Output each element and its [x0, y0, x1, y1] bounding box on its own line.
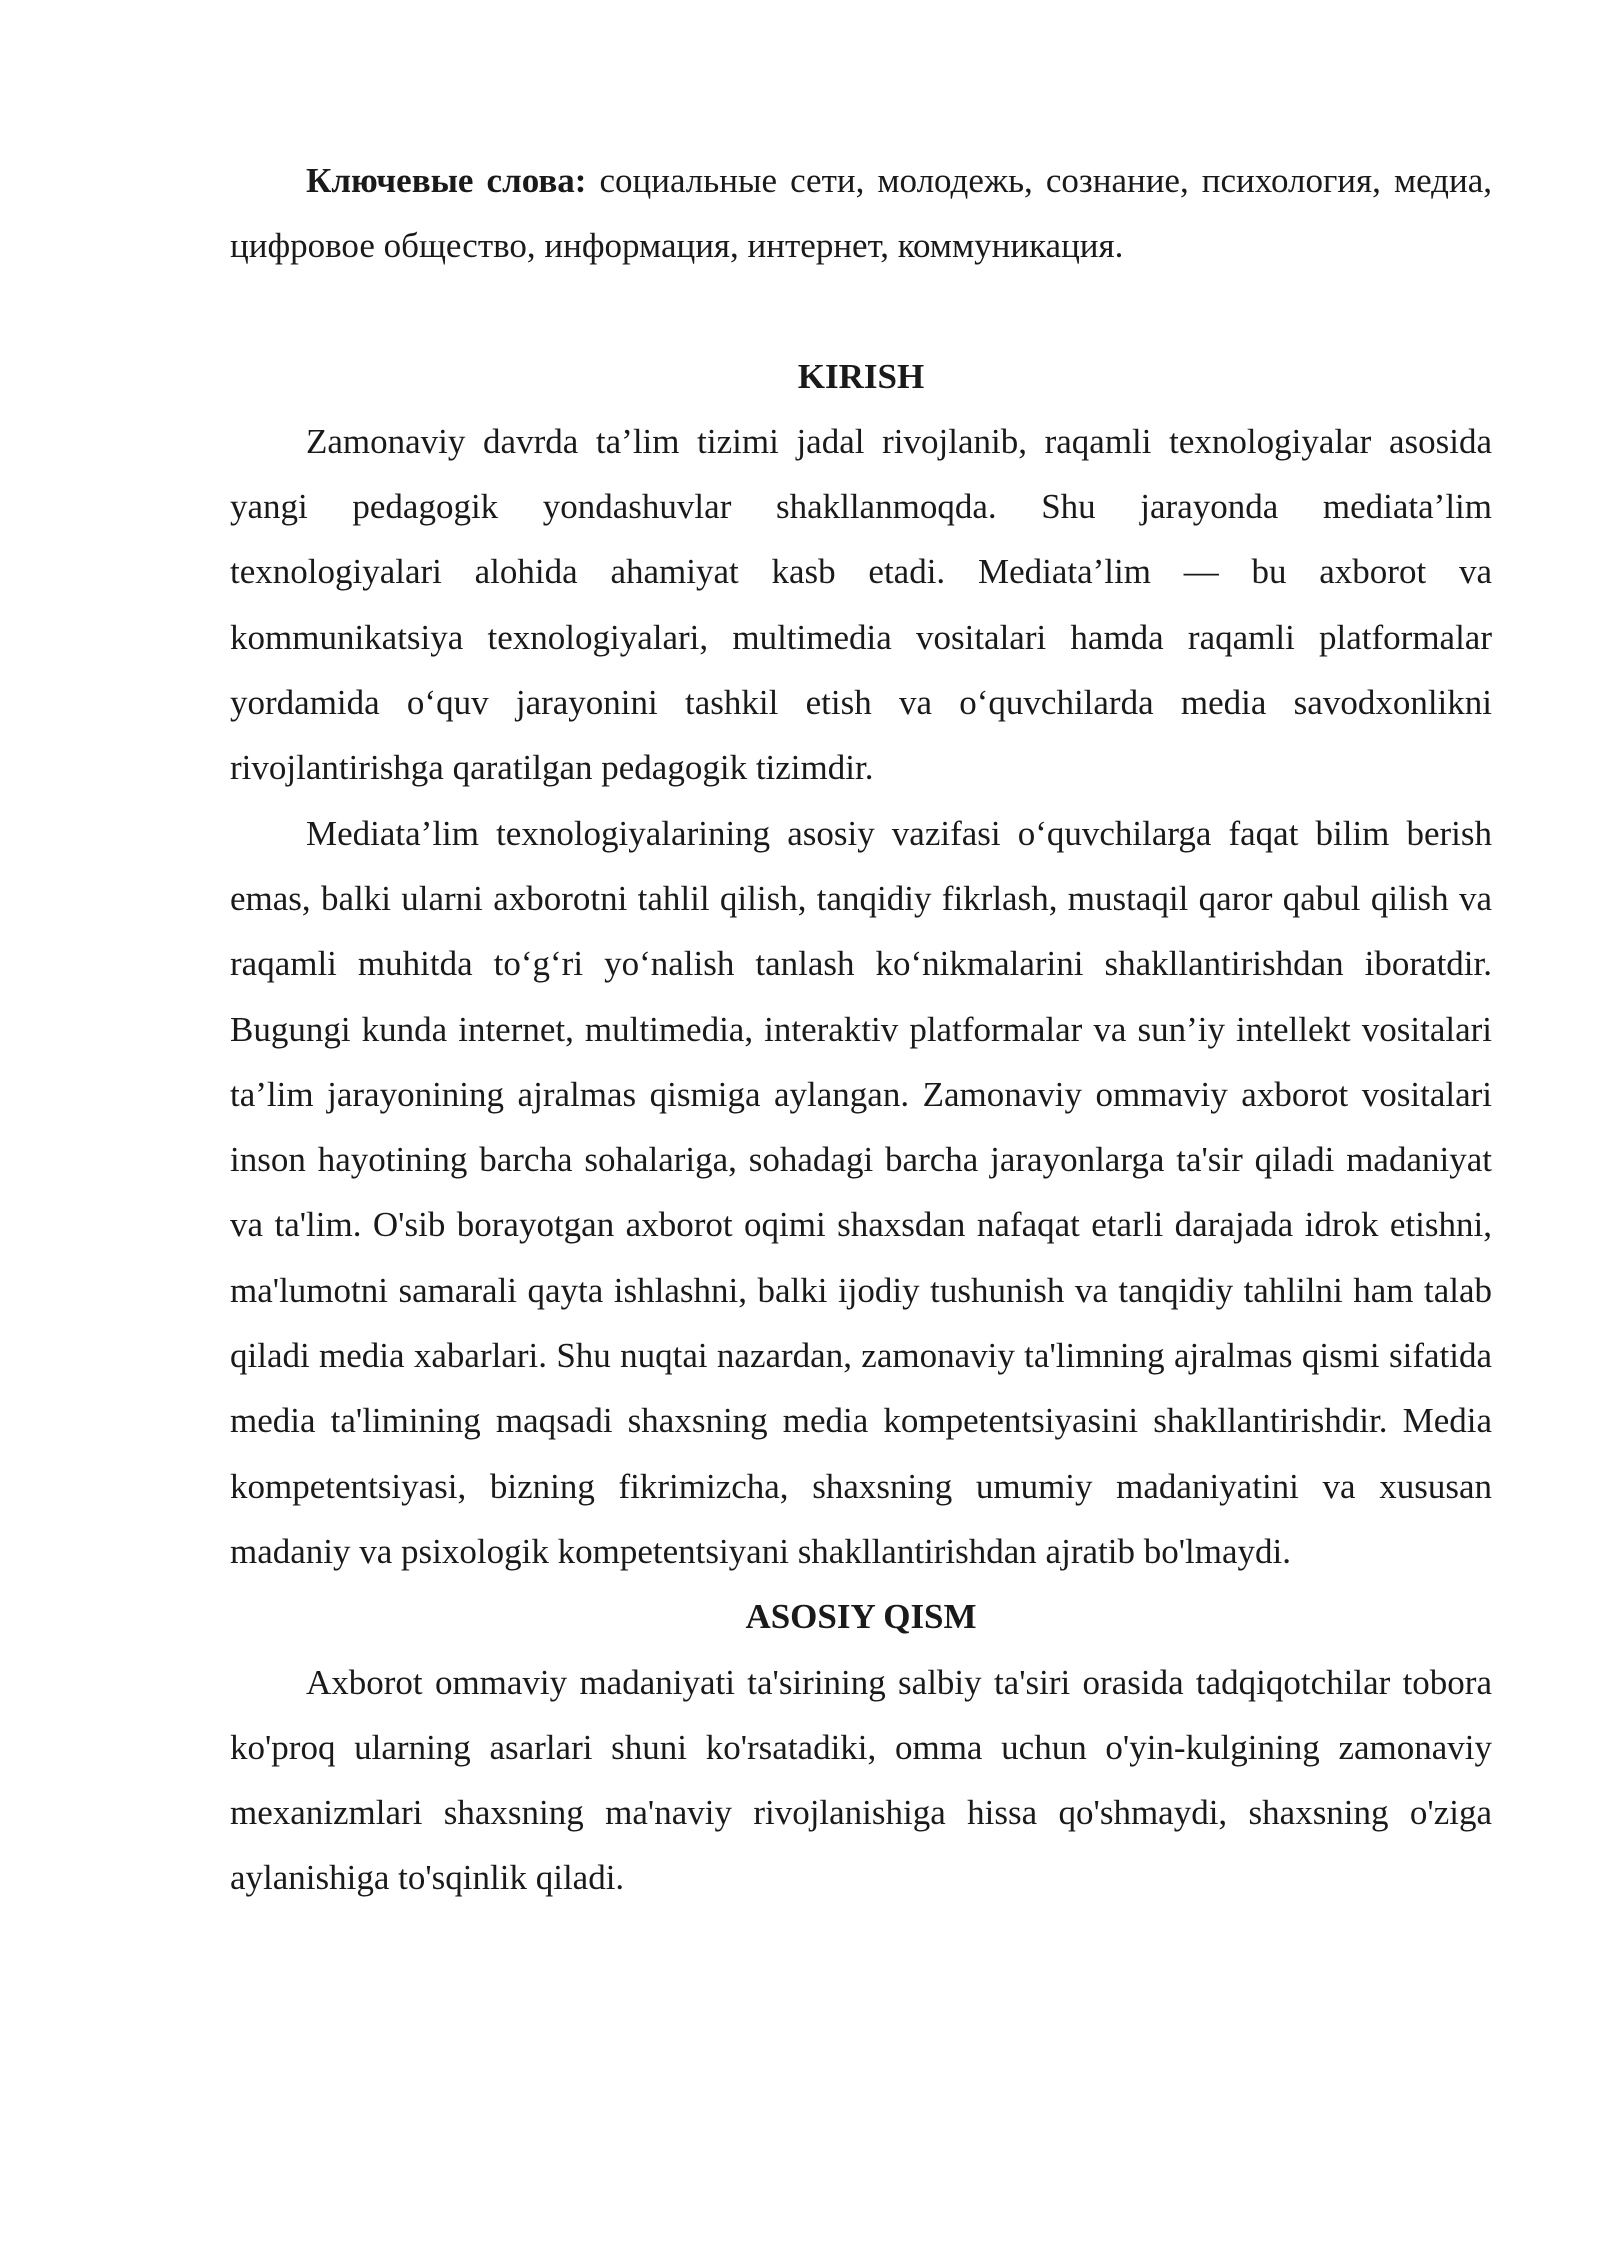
asosiy-paragraph-1: Axborot ommaviy madaniyati ta'sirining salbiy ta'siri orasida tadqiqotchilar tobora ko'proq ularning asarlari shuni ko'rsatadiki, omma uchun o'yin-kulgining zamonaviy mexanizmlari shaxsning ma'naviy rivojlanishiga hissa qo'shmaydi, shaxsning o'ziga aylanishiga to'sqinlik qiladi. [230, 1662, 1492, 1898]
kirish-paragraph-2: Mediata’lim texnologiyalarining asosiy vazifasi o‘quvchilarga faqat bilim berish emas, balki ularni axborotni tahlil qilish, tanqidiy fikrlash, mustaqil qaror qabul qilish va raqamli muhitda to‘g‘ri yo‘nalish tanlash ko‘nikmalarini shakllantirishdan iboratdir. Bugungi kunda internet, multimedia, interaktiv platformalar va sun’iy intellekt vositalari ta’lim jarayonining ajralmas qismiga aylangan. Zamonaviy ommaviy axborot vositalari inson hayotining barcha sohalariga, sohadagi barcha jarayonlarga ta'sir qiladi madaniyat va ta'lim. O'sib borayotgan axborot oqimi shaxsdan nafaqat etarli darajada idrok etishni, ma'lumotni samarali qayta ishlashni, balki ijodiy tushunish va tanqidiy tahlilni ham talab qiladi media xabarlari. Shu nuqtai nazardan, zamonaviy ta'limning ajralmas qismi sifatida media ta'limining maqsadi shaxsning media kompetentsiyasini shakllantirishdir. Media kompetentsiyasi, bizning fikrimizcha, shaxsning umumiy madaniyatini va xususan madaniy va psixologik kompetentsiyani shakllantirishdan ajratib bo'lmaydi. [230, 813, 1492, 1571]
keywords-label: Ключевые слова: [306, 161, 587, 200]
kirish-paragraph-1: Zamonaviy davrda ta’lim tizimi jadal rivojlanib, raqamli texnologiyalar asosida yangi pedagogik yondashuvlar shakllanmoqda. Shu jarayonda mediata’lim texnologiyalari alohida ahamiyat kasb etadi. Mediata’lim — bu axborot va kommunikatsiya texnologiyalari, multimedia vositalari hamda raqamli platformalar yordamida o‘quv jarayonini tashkil etish va o‘quvchilarda media savodxonlikni rivojlantirishga qaratilgan pedagogik tizimdir. [230, 421, 1492, 788]
heading-asosiy-qism: ASOSIY QISM [745, 1597, 977, 1637]
section-spacer [230, 279, 1492, 344]
heading-kirish: KIRISH [797, 356, 925, 396]
keywords-text: социальные сети, молодежь, сознание, психология, медиа, цифровое общество, информация, интернет, коммуникация. [230, 161, 1492, 266]
keywords-paragraph [230, 148, 1492, 279]
document-page [230, 148, 1492, 1911]
